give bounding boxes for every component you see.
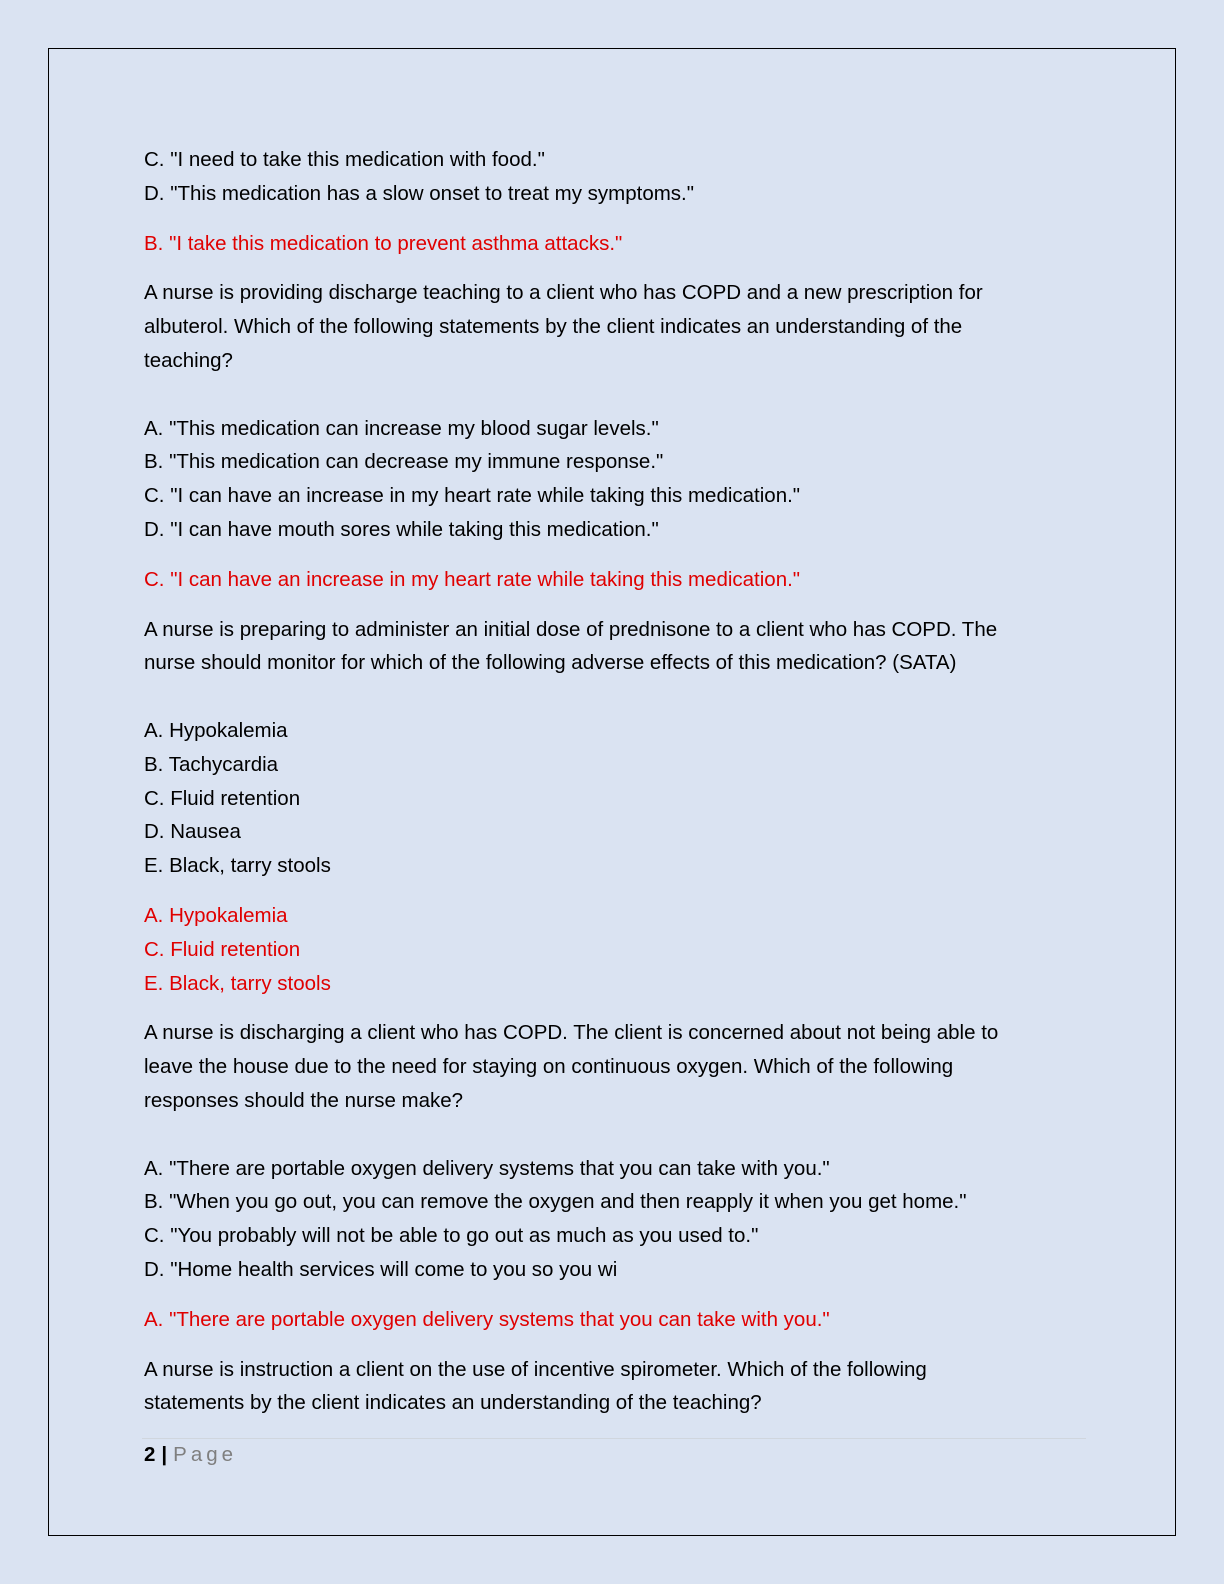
question-line: statements by the client indicates an understanding of the teaching?	[144, 1391, 762, 1415]
option-line: A. "There are portable oxygen delivery systems that you can take with you."	[144, 1156, 830, 1180]
option-line: D. "Home health services will come to you so you wi	[144, 1257, 618, 1281]
question-line: nurse should monitor for which of the following adverse effects of this medication? (SATA)	[144, 651, 957, 675]
question-line: A nurse is instruction a client on the use of incentive spirometer. Which of the following	[144, 1357, 927, 1381]
question-text	[144, 1016, 1064, 1117]
question-text	[144, 1353, 1064, 1421]
option-line: B. "When you go out, you can remove the oxygen and then reapply it when you get home."	[144, 1190, 967, 1214]
correct-answer	[144, 563, 1064, 597]
answer-line: C. Fluid retention	[144, 937, 301, 961]
option-line: E. Black, tarry stools	[144, 854, 331, 878]
question-line: leave the house due to the need for staying on continuous oxygen. Which of the following	[144, 1055, 954, 1079]
page-label: Page	[173, 1443, 238, 1466]
correct-answer	[144, 227, 1064, 261]
option-line: C. "I need to take this medication with food."	[144, 148, 545, 171]
answer-options	[144, 412, 1064, 547]
answer-line: A. "There are portable oxygen delivery systems that you can take with you."	[144, 1307, 830, 1331]
option-line: D. "I can have mouth sores while taking this medication."	[144, 517, 659, 541]
option-line: A. Hypokalemia	[144, 718, 288, 742]
answer-line: B. "I take this medication to prevent asthma attacks."	[144, 231, 623, 255]
document-body	[144, 143, 1064, 1420]
answer-line: C. "I can have an increase in my heart rate while taking this medication."	[144, 567, 801, 591]
answer-options	[144, 714, 1064, 883]
correct-answer	[144, 899, 1064, 1000]
question-line: responses should the nurse make?	[144, 1088, 464, 1112]
option-line: D. "This medication has a slow onset to treat my symptoms."	[144, 181, 695, 205]
option-line: D. Nausea	[144, 820, 241, 844]
question-line: teaching?	[144, 348, 233, 372]
option-line: B. "This medication can decrease my immune response."	[144, 450, 664, 474]
option-line: C. Fluid retention	[144, 786, 301, 810]
answer-line: A. Hypokalemia	[144, 903, 288, 927]
option-line: B. Tachycardia	[144, 752, 279, 776]
option-line: C. "I can have an increase in my heart rate while taking this medication."	[144, 484, 801, 508]
question-text	[144, 613, 1064, 681]
page-footer	[144, 1440, 237, 1470]
correct-answer	[144, 1303, 1064, 1337]
option-line: A. "This medication can increase my blood sugar levels."	[144, 416, 659, 440]
footer-divider	[142, 1438, 1086, 1439]
option-line: C. "You probably will not be able to go out as much as you used to."	[144, 1224, 759, 1248]
footer-separator: |	[161, 1443, 168, 1466]
page-number: 2	[144, 1443, 156, 1466]
question-line: A nurse is providing discharge teaching to a client who has COPD and a new prescription for	[144, 281, 983, 305]
question-line: albuterol. Which of the following statements by the client indicates an understanding of the	[144, 315, 963, 339]
question-text	[144, 276, 1064, 377]
question-line: A nurse is discharging a client who has COPD. The client is concerned about not being able to	[144, 1021, 999, 1045]
question-line: A nurse is preparing to administer an initial dose of prednisone to a client who has COPD. The	[144, 617, 998, 641]
answer-line: E. Black, tarry stools	[144, 971, 331, 995]
answer-options	[144, 143, 1064, 211]
answer-options	[144, 1152, 1064, 1287]
